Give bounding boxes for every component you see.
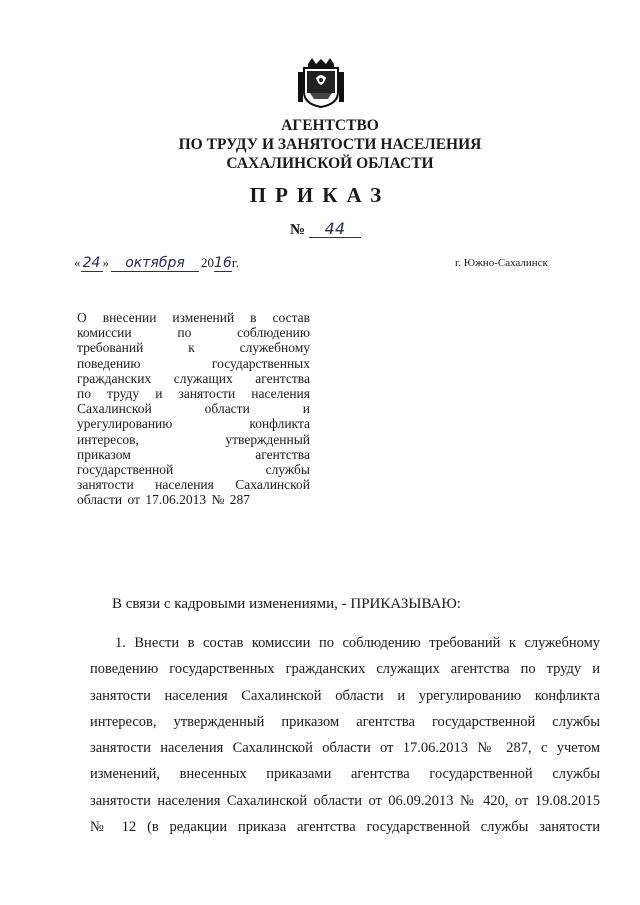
subject-line: приказом агентства (77, 446, 310, 462)
date-year-handwritten: 16 (214, 255, 232, 271)
body-line: изменений, внесенных приказами агентства государственной службы (90, 766, 600, 783)
order-number-handwritten: 44 (309, 220, 361, 238)
order-date (74, 255, 239, 272)
subject-line: требований к служебному (77, 340, 310, 356)
subject-line: О внесении изменений в состав (77, 310, 310, 325)
city-label: г. Южно-Сахалинск (455, 257, 548, 269)
subject-line: государственной службы (77, 462, 310, 478)
subject-line: гражданских служащих агентства (77, 370, 310, 386)
date-month-handwritten: октября (111, 255, 199, 272)
date-year-prefix: 20 (201, 255, 214, 270)
subject-line: комиссии по соблюдению (77, 325, 310, 341)
agency-line-1: АГЕНТСТВО (281, 117, 379, 134)
preamble-text: В связи с кадровыми изменениями, - ПРИКАЗЫВАЮ: (112, 596, 461, 612)
agency-line-3: САХАЛИНСКОЙ ОБЛАСТИ (226, 155, 434, 172)
coat-of-arms-emblem (298, 58, 344, 108)
body-line: поведению государственных гражданских служащих агентства по труду и (90, 661, 600, 678)
date-open-quote: « (74, 255, 81, 270)
agency-name (140, 116, 520, 173)
date-close-quote: » (102, 255, 109, 270)
body-line: занятости населения Сахалинской области от 06.09.2013 № 420, от 19.08.2015 (90, 792, 600, 809)
body-line: № 12 (в редакции приказа агентства государственной службы занятости (90, 819, 600, 836)
order-subject (77, 310, 310, 508)
subject-line: по труду и занятости населения (77, 386, 310, 402)
subject-line: поведению государственных (77, 355, 310, 371)
number-sign: № (290, 222, 306, 238)
subject-line: интересов, утвержденный (77, 431, 310, 447)
date-year-end: г. (231, 255, 239, 270)
subject-line: урегулированию конфликта (77, 416, 310, 432)
order-body (90, 630, 600, 840)
body-line: интересов, утвержденный приказом агентства государственной службы (90, 713, 600, 730)
order-title: ПРИКАЗ (249, 183, 391, 207)
agency-line-2: ПО ТРУДУ И ЗАНЯТОСТИ НАСЕЛЕНИЯ (178, 136, 482, 153)
subject-line: занятости населения Сахалинской (77, 477, 310, 493)
order-number (290, 220, 361, 239)
subject-line: Сахалинской области и (77, 401, 310, 417)
body-line: 1. Внести в состав комиссии по соблюдению требований к служебному (115, 635, 600, 651)
body-line: занятости населения Сахалинской области от 17.06.2013 № 287, с учетом (90, 740, 600, 757)
subject-line: области от 17.06.2013 № 287 (77, 492, 250, 508)
body-line: занятости населения Сахалинской области и урегулированию конфликта (90, 687, 600, 704)
date-day-handwritten: 24 (81, 255, 103, 272)
